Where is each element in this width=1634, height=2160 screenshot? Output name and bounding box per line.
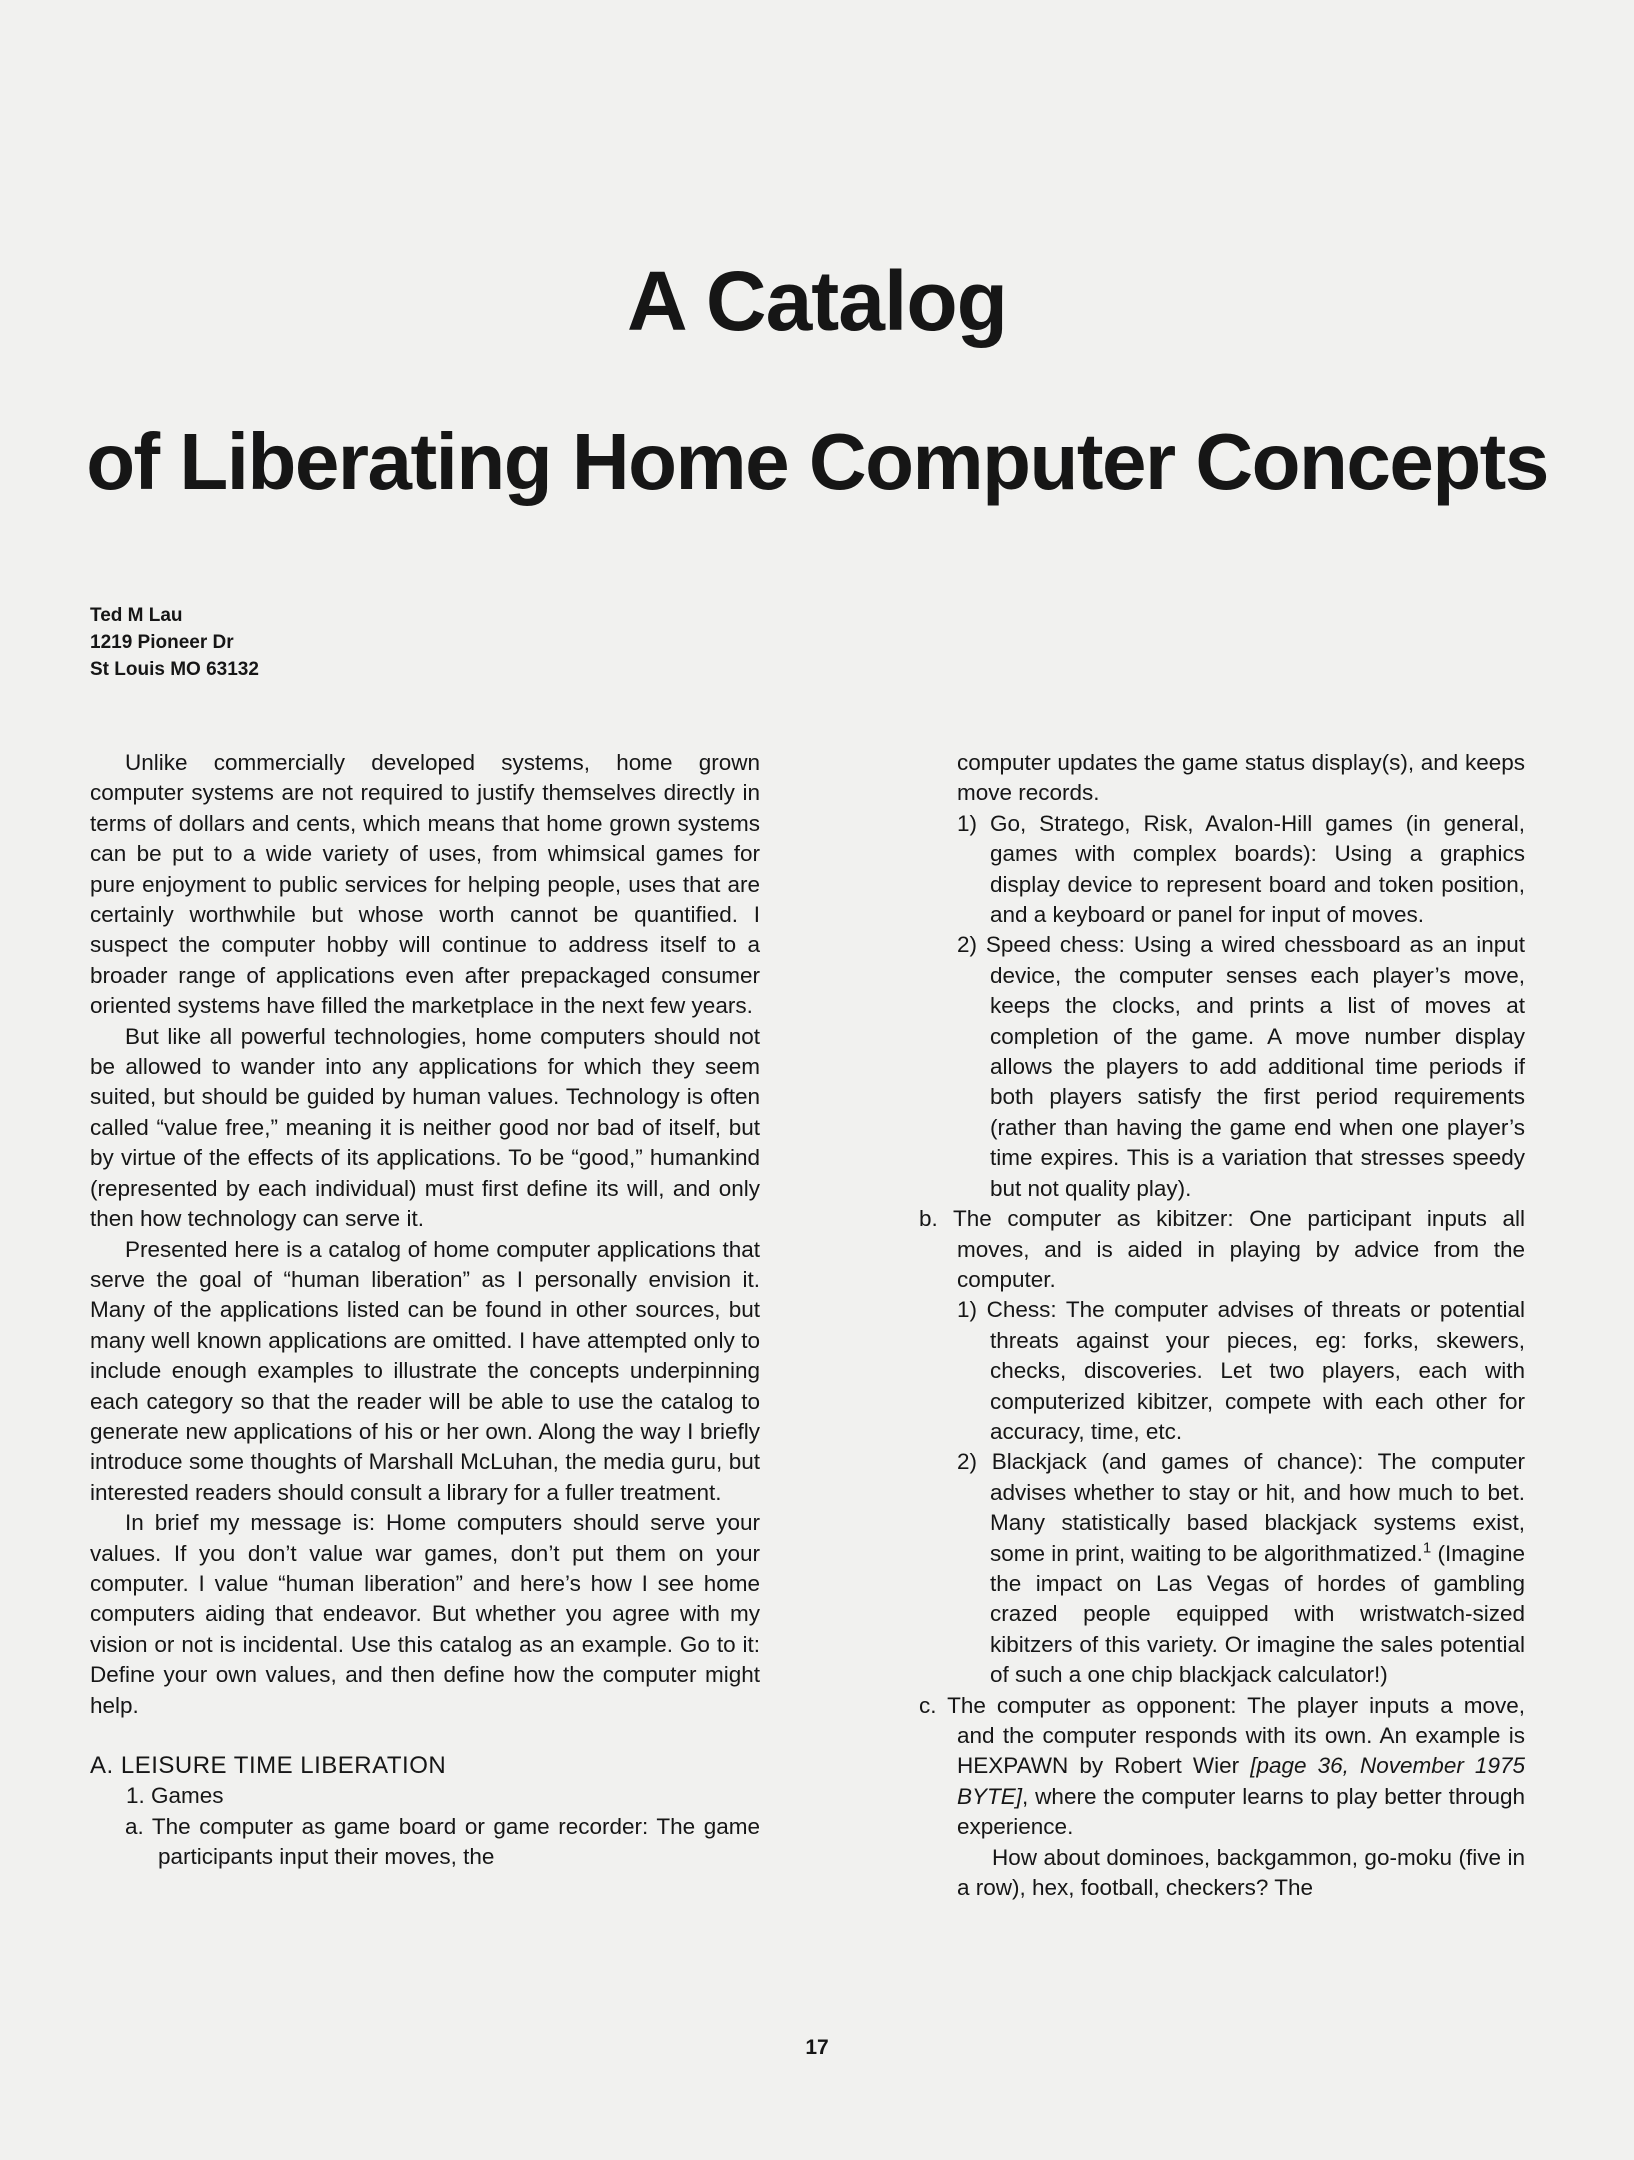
- author-block: [90, 602, 259, 683]
- article-title-line-1: A Catalog: [627, 254, 1007, 348]
- left-column: [90, 748, 760, 1873]
- list-item-blackjack: [957, 1447, 1525, 1690]
- list-item-chess-kibitzer: 1) Chess: The computer advises of threats or potential threats against your pieces, eg: forks, skewers, checks, discoveries. Let two players, each with computerized kibitzer, compete with each other for accuracy, time, etc.: [957, 1297, 1525, 1444]
- list-item-speed-chess: 2) Speed chess: Using a wired chessboard as an input device, the computer senses each player’s move, keeps the clocks, and prints a list of moves at completion of the game. A move number display allows the players to add additional time periods if both players satisfy the first period requirements (rather than having the game end when one player’s time expires. This is a variation that stresses speedy but not quality play).: [957, 932, 1525, 1201]
- page-number: 17: [805, 2036, 829, 2059]
- list-item-kibitzer: b. The computer as kibitzer: One participant inputs all moves, and is aided in playing by advice from the computer.: [919, 1206, 1525, 1292]
- footnote-marker: 1: [1422, 1539, 1432, 1557]
- blackjack-text-cont: (Imagine the impact on Las Vegas of hordes of gambling crazed people equipped with wristwatch-sized kibitzers of this variety. Or imagine the sales potential of such a one chip blackjack calculator!): [990, 1540, 1525, 1688]
- byte-reference: [page 36, November 1975 BYTE]: [957, 1753, 1525, 1809]
- list-item-games: 1. Games: [126, 1783, 224, 1809]
- list-item-opponent: [919, 1691, 1525, 1843]
- author-city: St Louis MO 63132: [90, 659, 259, 680]
- paragraph-message: In brief my message is: Home computers should serve your values. If you don’t value war games, don’t put them on your computer. I value “human liberation” and here’s how I see home computers aiding that endeavor. But whether you agree with my vision or not is incidental. Use this catalog as an example. Go to it: Define your own values, and then define how the computer might help.: [90, 1510, 760, 1718]
- blackjack-text: 2) Blackjack (and games of chance): The computer advises whether to stay or hit, and how much to bet. Many statistically based blackjack systems exist, some in print, waiting to be algorithmatized.: [957, 1449, 1525, 1566]
- list-item-go-stratego: 1) Go, Stratego, Risk, Avalon-Hill games (in general, games with complex boards): Using a graphics display device to represent board and token position, and a keyboard or panel for input of moves.: [957, 810, 1525, 928]
- author-street: 1219 Pioneer Dr: [90, 632, 234, 653]
- list-item-game-board: [90, 1812, 760, 1873]
- paragraph-closing: How about dominoes, backgammon, go-moku (five in a row), hex, football, checkers? The: [957, 1844, 1525, 1901]
- paragraph-continued: computer updates the game status display(s), and keeps move records.: [957, 750, 1525, 806]
- paragraph-intro: Unlike commercially developed systems, home grown computer systems are not required to justify themselves directly in terms of dollars and cents, which means that home grown systems can be put to a wide variety of uses, from whimsical games for pure enjoyment to public services for helping people, uses that are certainly worthwhile but whose worth cannot be quantified. I suspect the computer hobby will continue to address itself to a broader range of applications even after prepackaged consumer oriented systems have filled the marketplace in the next few years.: [90, 750, 760, 1019]
- article-title-line-2: of Liberating Home Computer Concepts: [86, 417, 1548, 506]
- paragraph-catalog: Presented here is a catalog of home computer applications that serve the goal of “human liberation” as I personally envision it. Many of the applications listed can be found in other sources, but many well known applications are omitted. I have attempted only to include enough examples to illustrate the concepts underpinning each category so that the reader will be able to use the catalog to generate new applications of his or her own. Along the way I briefly introduce some thoughts of Marshall McLuhan, the media guru, but interested readers should consult a library for a fuller treatment.: [90, 1236, 760, 1505]
- list-marker-a: a.: [125, 1813, 144, 1839]
- author-name: Ted M Lau: [90, 605, 183, 626]
- section-heading-leisure: A. LEISURE TIME LIBERATION: [90, 1752, 447, 1779]
- list-text-a: The computer as game board or game recorder: The game participants input their moves, the: [151, 1813, 760, 1870]
- opponent-text: c. The computer as opponent: The player inputs a move, and the computer responds with its own. An example is HEXPAWN by Robert Wier: [919, 1692, 1525, 1779]
- right-column: [919, 748, 1525, 1903]
- paragraph-technology: But like all powerful technologies, home computers should not be allowed to wander into any applications for which they seem suited, but should be guided by human values. Technology is often called “value free,” meaning it is neither good nor bad of itself, but by virtue of the effects of its applications. To be “good,” humankind (represented by each individual) must first define its will, and only then how technology can serve it.: [90, 1023, 760, 1232]
- opponent-text-cont: , where the computer learns to play better through experience.: [957, 1783, 1525, 1840]
